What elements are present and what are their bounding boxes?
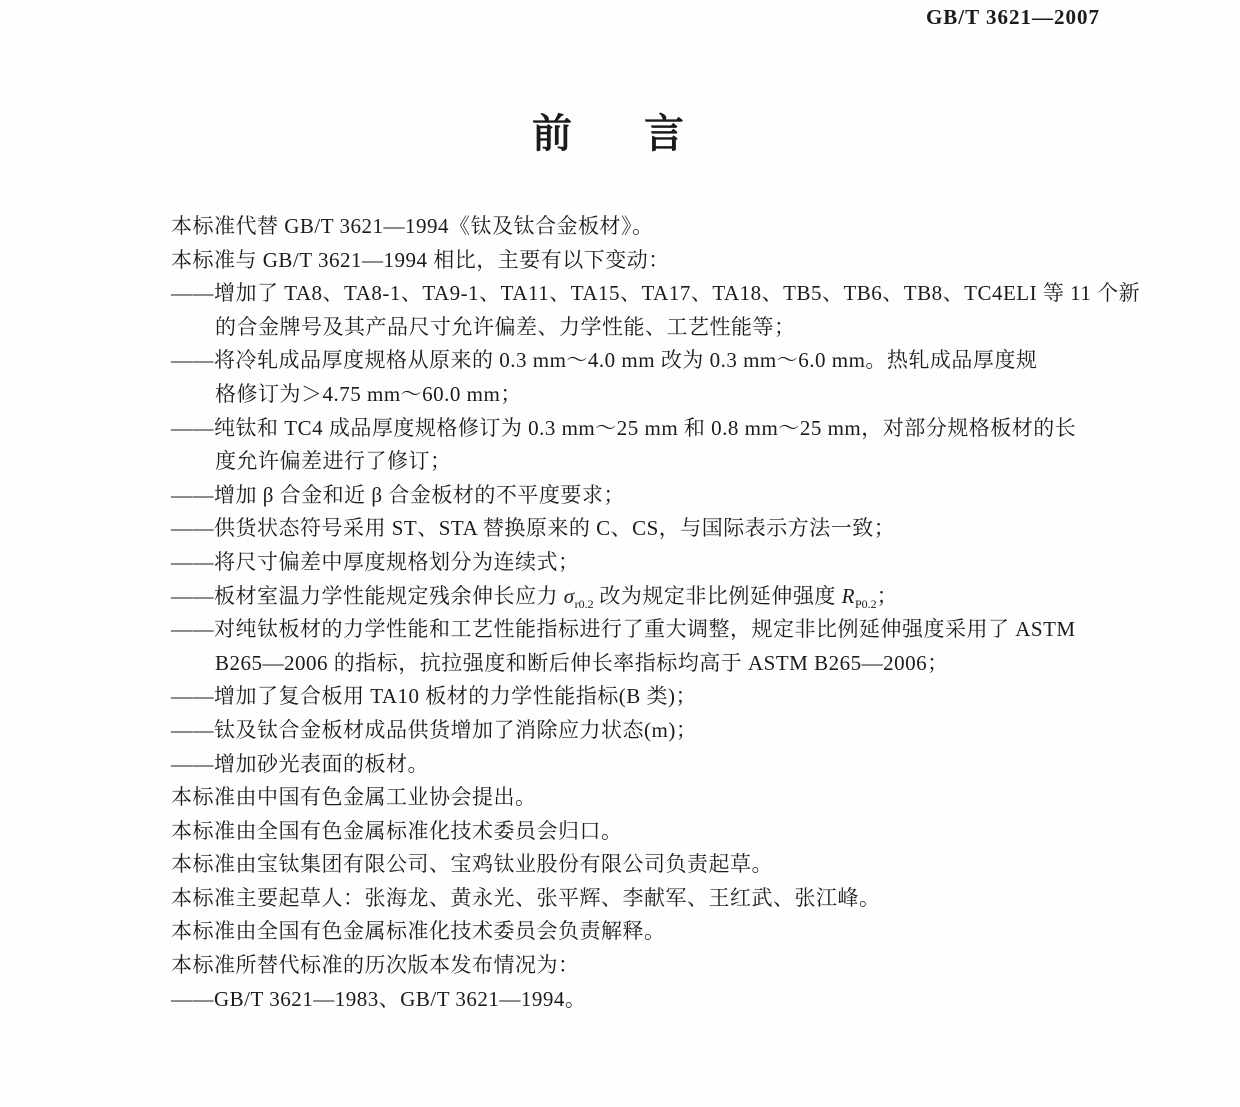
foreword-text-line xyxy=(171,378,1111,412)
text-segment: 本标准所替代标准的历次版本发布情况为： xyxy=(171,953,580,978)
text-segment: ——GB/T 3621—1983、GB/T 3621—1994。 xyxy=(171,986,587,1011)
foreword-change-line xyxy=(171,512,1111,546)
foreword-change-line xyxy=(171,412,1111,446)
text-segment: ——将尺寸偏差中厚度规格划分为连续式； xyxy=(171,549,580,574)
text-segment: 本标准由宝钛集团有限公司、宝鸡钛业股份有限公司负责起草。 xyxy=(171,852,773,877)
foreword-change-line xyxy=(171,983,1111,1017)
foreword-text-line xyxy=(171,210,1111,244)
text-segment: 度允许偏差进行了修订； xyxy=(215,449,452,474)
foreword-change-line xyxy=(171,344,1111,378)
foreword-text-line xyxy=(171,815,1111,849)
text-segment: ——将冷轧成品厚度规格从原来的 0.3 mm～4.0 mm 改为 0.3 mm～6.0 mm。热轧成品厚度规 xyxy=(171,348,1038,373)
text-segment: 本标准与 GB/T 3621—1994 相比，主要有以下变动： xyxy=(171,247,670,272)
text-segment: ； xyxy=(876,583,899,608)
foreword-change-line xyxy=(171,580,1111,614)
foreword-text-line xyxy=(171,915,1111,949)
text-segment: 本标准由全国有色金属标准化技术委员会归口。 xyxy=(171,818,623,843)
text-segment: ——钛及钛合金板材成品供货增加了消除应力状态(m)； xyxy=(171,717,698,742)
text-segment: 格修订为＞4.75 mm～60.0 mm； xyxy=(215,381,522,406)
foreword-change-line xyxy=(171,277,1141,311)
text-segment: ——增加砂光表面的板材。 xyxy=(171,751,429,776)
text-segment: σ xyxy=(563,583,575,608)
foreword-change-line xyxy=(171,748,1111,782)
foreword-text-line xyxy=(171,848,1111,882)
text-segment: B265—2006 的指标，抗拉强度和断后伸长率指标均高于 ASTM B265—2006； xyxy=(215,650,949,675)
foreword-change-line xyxy=(171,479,1111,513)
text-segment: 本标准主要起草人：张海龙、黄永光、张平辉、李献军、王红武、张江峰。 xyxy=(171,885,881,910)
foreword-text-line xyxy=(171,949,1111,983)
foreword-body xyxy=(171,210,1141,1016)
text-segment: R xyxy=(841,583,855,608)
text-segment: 的合金牌号及其产品尺寸允许偏差、力学性能、工艺性能等； xyxy=(215,314,796,339)
text-segment: ——增加了 TA8、TA8-1、TA9-1、TA11、TA15、TA17、TA18、TB5、TB6、TB8、TC4ELI 等 11 个新 xyxy=(171,281,1141,306)
text-segment: ——纯钛和 TC4 成品厚度规格修订为 0.3 mm～25 mm 和 0.8 mm～25 mm，对部分规格板材的长 xyxy=(171,415,1077,440)
text-segment: 本标准由中国有色金属工业协会提出。 xyxy=(171,785,537,810)
page-title: 前言 xyxy=(532,111,756,156)
text-segment: 改为规定非比例延伸强度 xyxy=(593,583,842,608)
foreword-change-line xyxy=(171,613,1111,647)
foreword-change-line xyxy=(171,680,1111,714)
foreword-text-line xyxy=(171,311,1111,345)
text-segment: 本标准代替 GB/T 3621—1994《钛及钛合金板材》。 xyxy=(171,214,654,238)
standard-number: GB/T 3621—2007 xyxy=(925,5,1100,29)
foreword-text-line xyxy=(171,781,1111,815)
subscript-text: r0.2 xyxy=(574,596,594,611)
text-segment: ——对纯钛板材的力学性能和工艺性能指标进行了重大调整，规定非比例延伸强度采用了 ASTM xyxy=(171,617,1076,642)
text-segment: ——板材室温力学性能规定残余伸长应力 xyxy=(171,583,564,608)
foreword-text-line xyxy=(171,244,1111,278)
text-segment: ——增加了复合板用 TA10 板材的力学性能指标(B 类)； xyxy=(171,684,698,709)
subscript-text: P0.2 xyxy=(854,596,877,611)
foreword-text-line xyxy=(171,647,1111,681)
foreword-text-line xyxy=(171,445,1111,479)
foreword-change-line xyxy=(171,546,1111,580)
text-segment: ——供货状态符号采用 ST、STA 替换原来的 C、CS，与国际表示方法一致； xyxy=(171,516,896,541)
text-segment: ——增加 β 合金和近 β 合金板材的不平度要求； xyxy=(171,482,625,507)
text-segment: 本标准由全国有色金属标准化技术委员会负责解释。 xyxy=(171,919,666,944)
foreword-text-line xyxy=(171,882,1111,916)
foreword-change-line xyxy=(171,714,1111,748)
